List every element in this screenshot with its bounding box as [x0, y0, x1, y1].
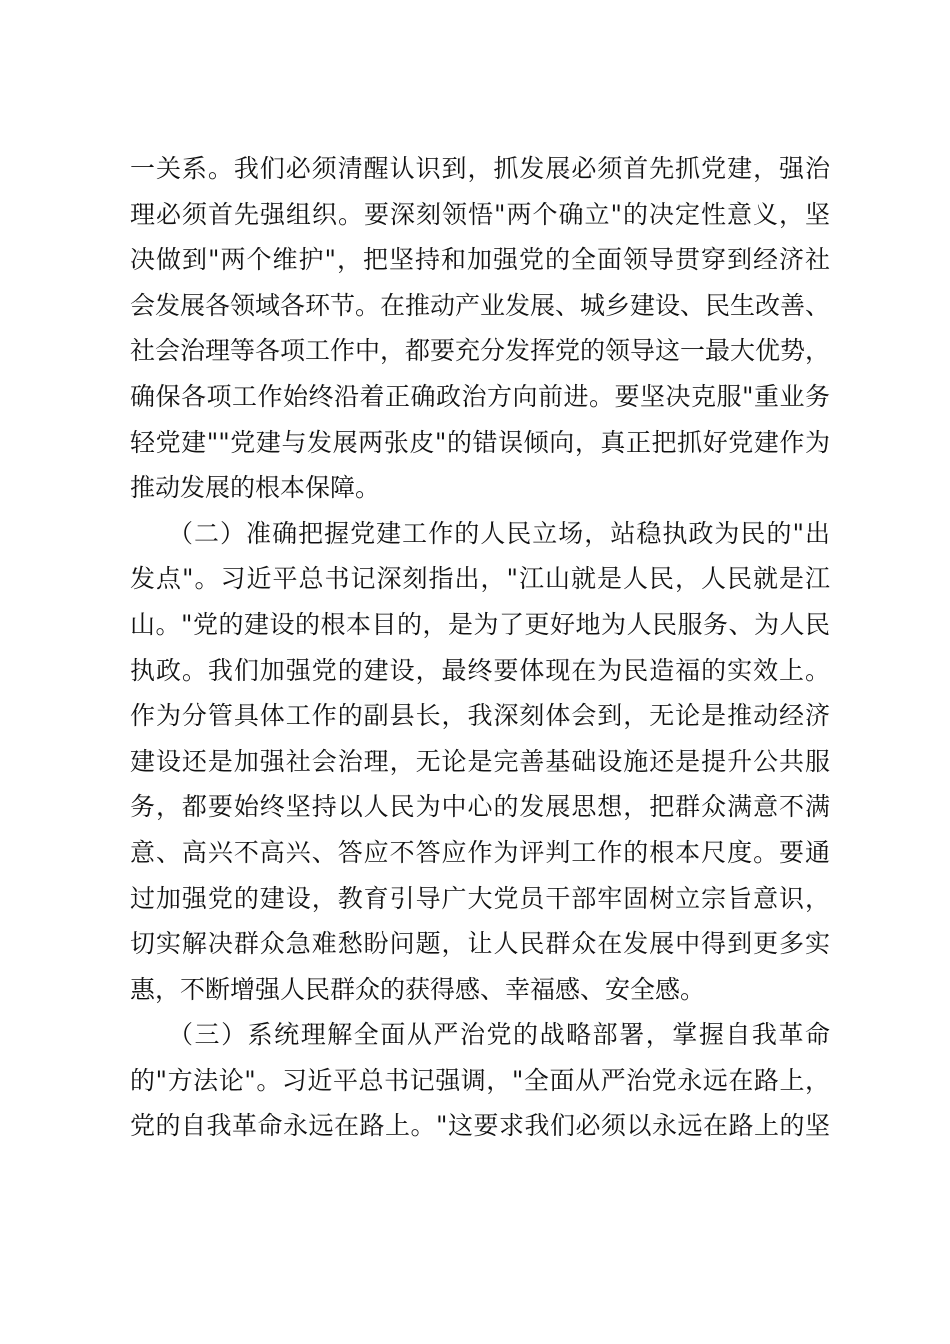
text-line: 的"方法论"。习近平总书记强调，"全面从严治党永远在路上， — [130, 1065, 830, 1095]
text-line: 意、高兴不高兴、答应不答应作为评判工作的根本尺度。要通 — [130, 837, 830, 867]
text-line: 轻党建""党建与发展两张皮"的错误倾向，真正把抓好党建作为 — [130, 427, 830, 457]
text-line: 作为分管具体工作的副县长，我深刻体会到，无论是推动经济 — [130, 701, 830, 731]
text-line: 建设还是加强社会治理，无论是完善基础设施还是提升公共服 — [130, 746, 830, 776]
text-line: 确保各项工作始终沿着正确政治方向前进。要坚决克服"重业务 — [130, 381, 830, 411]
text-line: 惠，不断增强人民群众的获得感、幸福感、安全感。 — [130, 974, 706, 1004]
text-line: 发点"。习近平总书记深刻指出，"江山就是人民，人民就是江 — [130, 564, 830, 594]
section-heading-line: （三）系统理解全面从严治党的战略部署，掌握自我革命 — [168, 1020, 830, 1050]
text-line: 社会治理等各项工作中，都要充分发挥党的领导这一最大优势， — [130, 336, 831, 366]
text-line: 理必须首先强组织。要深刻领悟"两个确立"的决定性意义，坚 — [130, 199, 830, 229]
text-line: 一关系。我们必须清醒认识到，抓发展必须首先抓党建，强治 — [130, 154, 830, 183]
section-heading-line: （二）准确把握党建工作的人民立场，站稳执政为民的"出 — [168, 518, 830, 548]
text-line: 过加强党的建设，教育引导广大党员干部牢固树立宗旨意识， — [130, 883, 830, 913]
paragraph-3 — [130, 1012, 830, 1149]
text-line: 务，都要始终坚持以人民为中心的发展思想，把群众满意不满 — [130, 792, 830, 822]
paragraph-1 — [130, 146, 830, 511]
text-line: 党的自我革命永远在路上。"这要求我们必须以永远在路上的坚 — [130, 1111, 830, 1141]
body-text — [130, 146, 830, 1149]
text-line: 决做到"两个维护"，把坚持和加强党的全面领导贯穿到经济社 — [130, 245, 830, 275]
text-line: 执政。我们加强党的建设，最终要体现在为民造福的实效上。 — [130, 655, 830, 685]
text-line: 推动发展的根本保障。 — [130, 473, 381, 503]
text-line: 切实解决群众急难愁盼问题，让人民群众在发展中得到更多实 — [130, 929, 830, 959]
text-line: 山。"党的建设的根本目的，是为了更好地为人民服务、为人民 — [130, 609, 830, 639]
text-line: 会发展各领域各环节。在推动产业发展、城乡建设、民生改善、 — [130, 290, 831, 320]
paragraph-2 — [130, 511, 830, 1013]
